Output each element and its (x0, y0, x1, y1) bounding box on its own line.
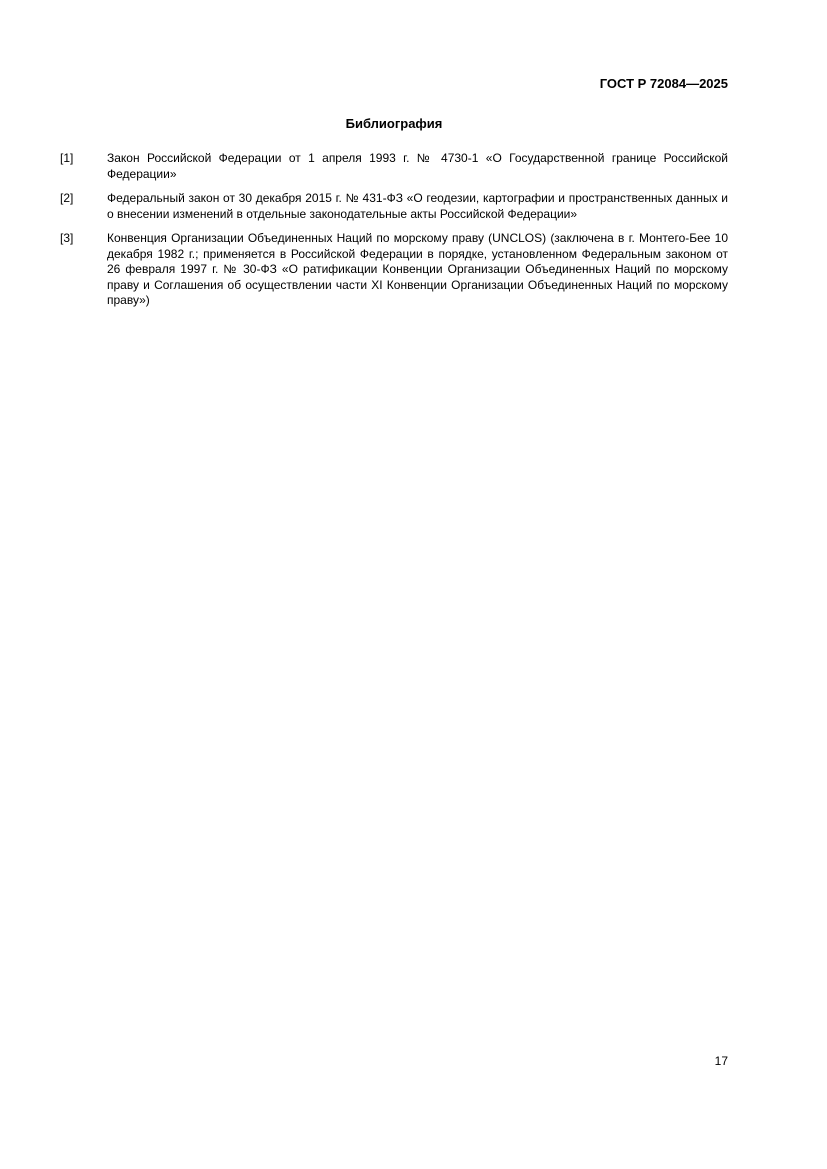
bibliography-text: Федеральный закон от 30 декабря 2015 г. № 431-ФЗ «О геодезии, картографии и пространственных данных и о внесении изменений в отдельные законодательные акты Российской Федерации» (107, 191, 728, 221)
bibliography-item-2 (60, 191, 728, 222)
bibliography-item-3 (60, 231, 728, 309)
bibliography-item-1 (60, 151, 728, 182)
bibliography-number: [1] (60, 151, 74, 165)
bibliography-title: Библиография (345, 116, 443, 131)
bibliography-text: Конвенция Организации Объединенных Наций по морскому праву (UNCLOS) (заключена в г. Монтего-Бее 10 декабря 1982 г.; применяется в Российской Федерации в порядке, установленном Федеральным законом от 26 февраля 1997 г. № 30-ФЗ «О ратификации Конвенции Организации Объединенных Наций по морскому праву и Соглашения об осуществлении части XI Конвенции Организации Объединенных Наций по морскому праву») (107, 231, 728, 307)
bibliography-number: [3] (60, 231, 74, 245)
bibliography-text: Закон Российской Федерации от 1 апреля 1993 г. № 4730-1 «О Государственной границе Российской Федерации» (107, 151, 728, 181)
bibliography-number: [2] (60, 191, 74, 205)
bibliography-list (60, 151, 728, 318)
page-number: 17 (714, 1054, 728, 1068)
standard-code-header: ГОСТ Р 72084—2025 (599, 76, 728, 91)
